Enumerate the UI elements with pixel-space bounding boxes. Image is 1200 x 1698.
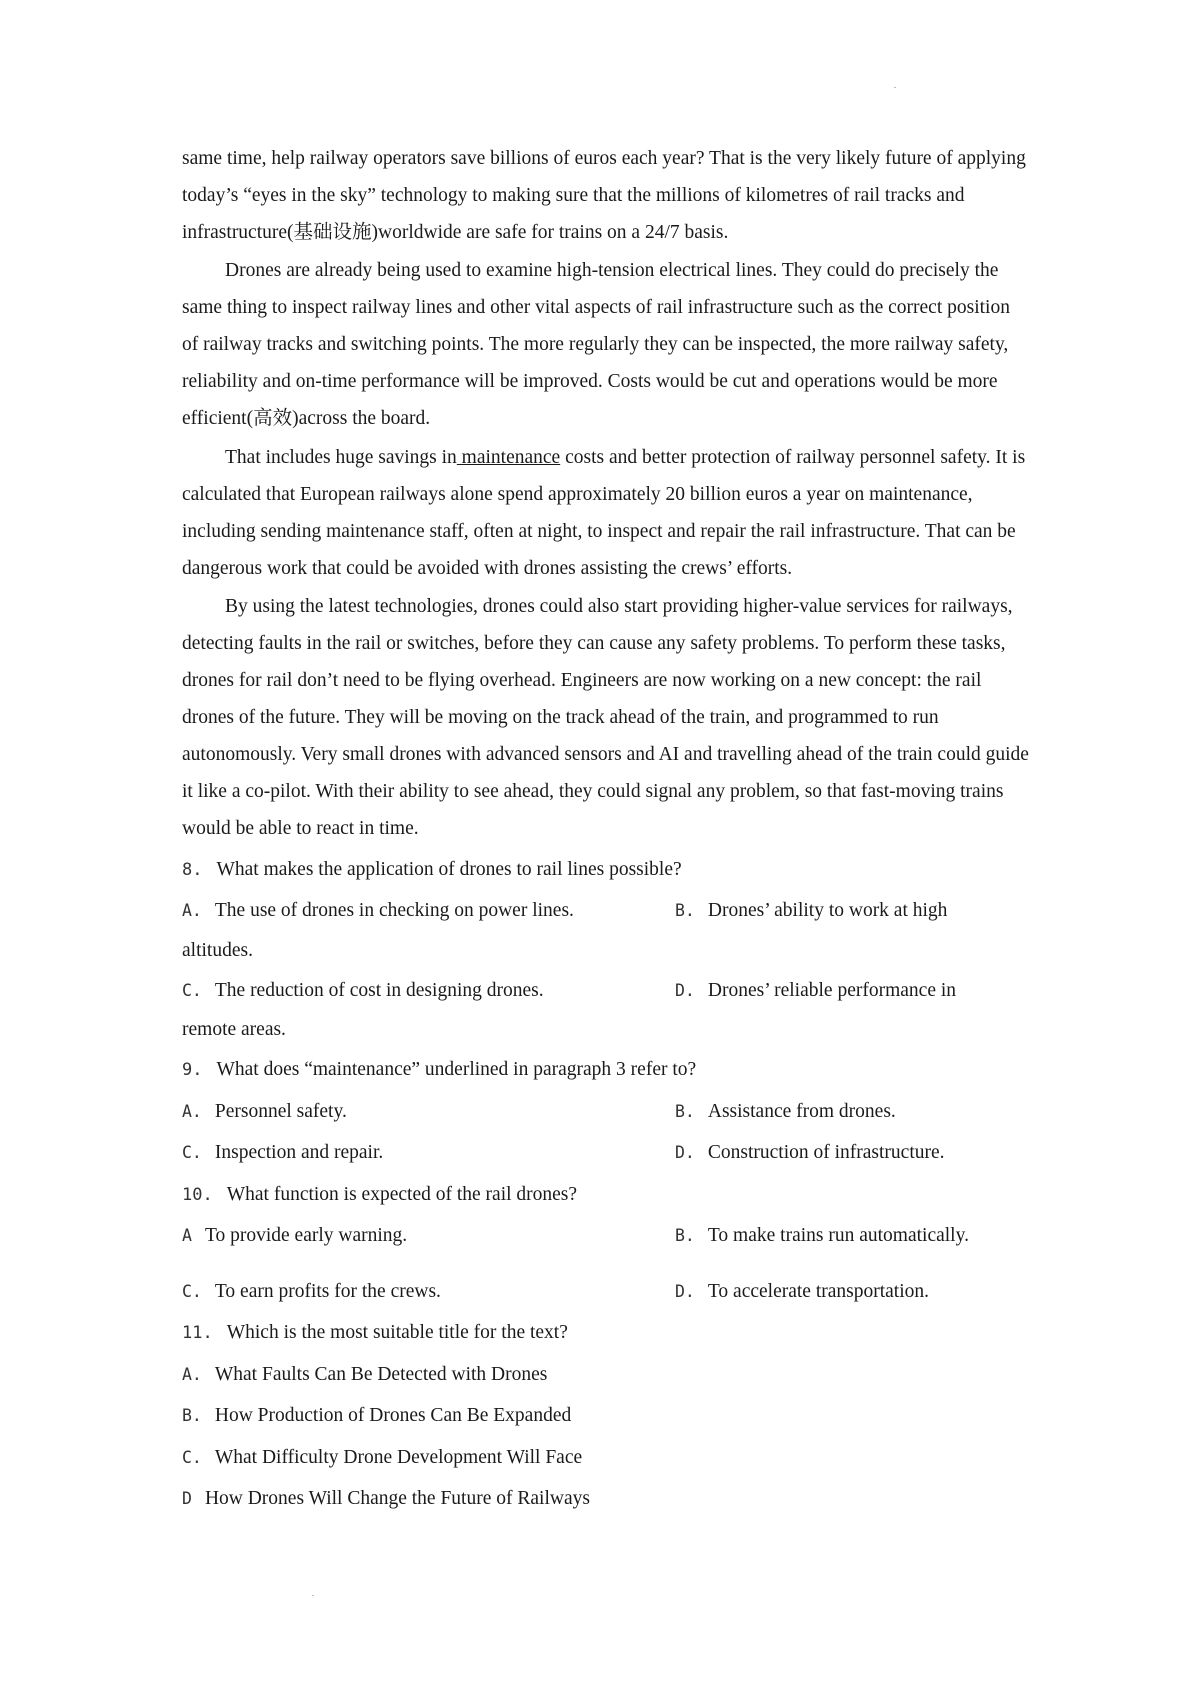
paragraph-4: By using the latest technologies, drones could also start providing higher-value services for railways, detecting faults in the rail or switches, before they can cause any safety problems. To perform these tasks, drones for rail don’t need to be flying overhead. Engineers are now working on a new concept: the rail drones of the future. They will be moving on the track ahead of the train, and programmed to run autonomously. Very small drones with advanced sensors and AI and travelling ahead of the train could guide it like a co-pilot. With their ability to see ahead, they could signal any problem, so that fast-moving trains would be able to react in time. [182,596,1029,840]
option-letter: D [182,1489,192,1509]
option-letter: A. [182,901,202,921]
underlined-word-maintenance: maintenance [456,446,561,468]
option-b[interactable] [675,1215,1030,1257]
option-letter: C. [182,1447,202,1467]
option-letter: C. [182,1281,202,1301]
option-c[interactable] [182,970,675,1012]
question-11 [182,1312,1030,1354]
option-text: What Difficulty Drone Development Will Face [214,1446,583,1468]
option-text: Personnel safety. [214,1100,347,1122]
question-number: 10. [182,1184,213,1205]
option-letter: D. [675,1143,695,1163]
option-letter: A. [182,1364,202,1384]
option-c[interactable] [182,1437,1030,1479]
option-a[interactable] [182,1091,675,1133]
option-letter: C. [182,1143,202,1163]
option-a[interactable] [182,1215,675,1257]
option-d[interactable] [675,970,1030,1012]
paragraph-3-end: costs and better protection of railway personnel safety. It is calculated that European railways alone spend approximately 20 billion euros a year on maintenance, including sending maintenance staff, often at night, to inspect and repair the rail infrastructure. That can be dangerous work that could be avoided with drones assisting the crews’ efforts. [182,446,1026,579]
option-a[interactable] [182,890,675,932]
option-letter: C. [182,980,202,1000]
option-letter: D. [675,980,695,1000]
question-text: What does “maintenance” underlined in paragraph 3 refer to? [216,1059,697,1081]
scan-speck-top [894,87,896,88]
option-text: Inspection and repair. [214,1142,384,1164]
question-9-options [182,1091,1030,1174]
option-letter: B. [182,1406,202,1426]
option-text: To accelerate transportation. [707,1280,930,1302]
option-a[interactable] [182,1354,1030,1396]
option-letter: A [182,1226,192,1246]
option-text: Drones’ reliable performance in [707,979,957,1001]
option-text: How Drones Will Change the Future of Railways [204,1488,590,1510]
option-text: To provide early warning. [204,1225,408,1247]
question-number: 9. [182,1060,203,1081]
question-number: 8. [182,859,203,880]
option-letter: B. [675,901,695,921]
option-d[interactable] [675,1271,1030,1313]
option-text: The reduction of cost in designing drones. [214,979,544,1001]
question-10-options [182,1215,1030,1257]
option-letter: D. [675,1281,695,1301]
option-b[interactable] [182,1395,1030,1437]
option-d[interactable] [182,1478,1030,1520]
reading-passage [182,140,1030,1520]
option-b-continuation: altitudes. [182,939,253,961]
question-8 [182,849,1030,891]
question-8-options-2 [182,970,1030,1012]
option-text: Construction of infrastructure. [707,1142,945,1164]
option-text: How Production of Drones Can Be Expanded [214,1405,572,1427]
question-text: Which is the most suitable title for the text? [226,1322,568,1344]
option-b[interactable] [675,890,1030,932]
option-c[interactable] [182,1132,675,1174]
paragraph-3 [182,439,1030,587]
option-text: What Faults Can Be Detected with Drones [214,1363,548,1385]
option-letter: B. [675,1101,695,1121]
option-text: To earn profits for the crews. [214,1280,441,1302]
option-text: Assistance from drones. [707,1100,896,1122]
scan-speck-bottom [312,1595,314,1596]
option-b[interactable] [675,1091,1030,1133]
question-10-options-2 [182,1271,1030,1313]
option-d-continuation: remote areas. [182,1019,286,1041]
option-letter: B. [675,1226,695,1246]
question-text: What function is expected of the rail drones? [226,1183,578,1205]
option-text: To make trains run automatically. [707,1225,969,1247]
question-number: 11. [182,1323,213,1344]
paragraph-2: Drones are already being used to examine high-tension electrical lines. They could do precisely the same thing to inspect railway lines and other vital aspects of rail infrastructure such as the correct position of railway tracks and switching points. The more regularly they can be inspected, the more railway safety, reliability and on-time performance will be improved. Costs would be cut and operations would be more efficient(高效)across the board. [182,260,1010,430]
question-9 [182,1049,1030,1091]
question-text: What makes the application of drones to rail lines possible? [216,858,682,880]
question-8-options [182,890,1030,932]
question-10 [182,1174,1030,1216]
option-c[interactable] [182,1271,675,1313]
option-d[interactable] [675,1132,1030,1174]
paragraph-3-start: That includes huge savings in [225,446,457,468]
option-text: The use of drones in checking on power lines. [214,900,574,922]
paragraph-1: same time, help railway operators save billions of euros each year? That is the very likely future of applying today’s “eyes in the sky” technology to making sure that the millions of kilometres of rail tracks and infrastructure(基础设施)worldwide are safe for trains on a 24/7 basis. [182,148,1026,243]
option-letter: A. [182,1101,202,1121]
option-text: Drones’ ability to work at high [707,900,948,922]
